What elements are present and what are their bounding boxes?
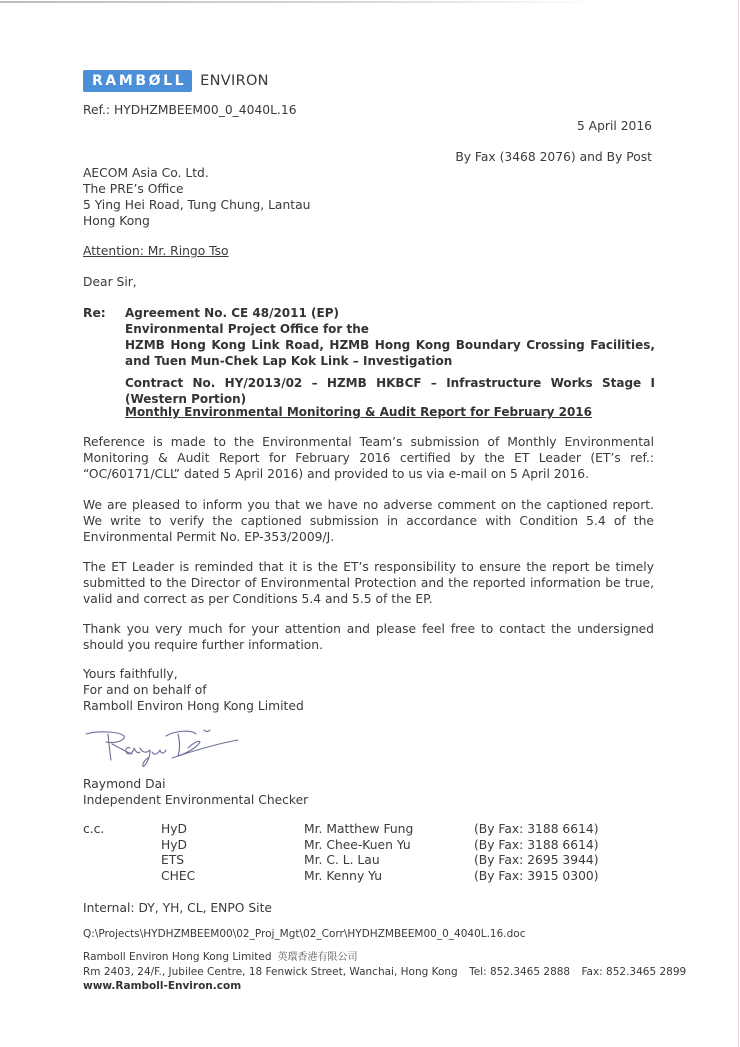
cc-row (83, 838, 599, 854)
closing-block (83, 666, 304, 714)
footer-company-cjk: 英環香港有限公司 (277, 952, 358, 963)
cc-person: Mr. Chee-Kuen Yu (304, 837, 411, 852)
attention-line: Attention: Mr. Ringo Tso (83, 244, 229, 258)
footer-contact-line (83, 965, 686, 979)
cc-org: HyD (161, 837, 187, 852)
subject-contract: Contract No. HY/2013/02 – HZMB HKBCF – Infrastructure Works Stage I (Western Portion) (125, 376, 655, 406)
subject-agreement (125, 305, 655, 369)
cc-org: HyD (161, 822, 187, 836)
body-paragraph: The ET Leader is reminded that it is the ET’s responsibility to ensure the report be timely submitted to the Director of Environmental Protection and the reported information be true, valid and correct as per Conditions 5.4 and 5.5 of the EP. (83, 560, 654, 606)
letter-date: 5 April 2016 (576, 119, 652, 133)
footer-fax: Fax: 852.3465 2899 (581, 966, 687, 978)
reference-number: Ref.: HYDHZMBEEM00_0_4040L.16 (83, 103, 297, 117)
cc-fax: (By Fax: 3188 6614) (474, 822, 599, 836)
logo-brand: RAMBØLL (83, 70, 192, 92)
address-line: AECOM Asia Co. Ltd. (83, 166, 209, 180)
subject-line: HZMB Hong Kong Link Road, HZMB Hong Kong Boundary Crossing Facilities, (125, 338, 655, 352)
closing-line: Yours faithfully, (83, 667, 178, 681)
cc-row (83, 869, 599, 885)
footer-company-line (83, 950, 686, 965)
signatory-name: Raymond Dai (83, 777, 166, 791)
cc-row (83, 822, 599, 838)
address-line: The PRE’s Office (83, 182, 184, 196)
letterhead-footer (83, 950, 686, 993)
company-logo (83, 70, 269, 92)
footer-company: Ramboll Environ Hong Kong Limited (83, 951, 272, 963)
subject-line: and Tuen Mun-Chek Lap Kok Link – Investigation (125, 354, 453, 368)
cc-org: ETS (161, 853, 185, 867)
signatory-title: Independent Environmental Checker (83, 793, 309, 807)
internal-distribution: Internal: DY, YH, CL, ENPO Site (83, 901, 272, 915)
subject-label: Re: (83, 306, 106, 320)
closing-line: Ramboll Environ Hong Kong Limited (83, 699, 304, 713)
handwritten-signature (80, 722, 250, 770)
address-line: Hong Kong (83, 214, 150, 228)
body-paragraph: We are pleased to inform you that we have no adverse comment on the captioned report. We write to verify the captioned submission in accordance with Condition 5.4 of the Environmental Permit No. EP-353/2009/J. (83, 498, 654, 544)
subject-report-title: Monthly Environmental Monitoring & Audit Report for February 2016 (125, 405, 592, 419)
salutation: Dear Sir, (83, 275, 137, 289)
closing-line: For and on behalf of (83, 683, 207, 697)
scan-edge-line (0, 1, 600, 3)
footer-address: Rm 2403, 24/F., Jubilee Centre, 18 Fenwick Street, Wanchai, Hong Kong (83, 966, 458, 978)
logo-suffix: ENVIRON (200, 73, 269, 89)
cc-label: c.c. (83, 822, 105, 836)
footer-tel: Tel: 852.3465 2888 (469, 966, 571, 978)
cc-fax: (By Fax: 3188 6614) (474, 837, 599, 852)
footer-website[interactable]: www.Ramboll-Environ.com (83, 980, 242, 992)
body-paragraph: Thank you very much for your attention and please feel free to contact the undersigned should you require further information. (83, 622, 654, 652)
cc-fax: (By Fax: 2695 3944) (474, 853, 599, 867)
recipient-address (83, 165, 310, 229)
cc-row (83, 853, 599, 869)
file-path: Q:\Projects\HYDHZMBEEM00\02_Proj_Mgt\02_Corr\HYDHZMBEEM00_0_4040L.16.doc (83, 928, 526, 940)
scan-edge-line-right (738, 0, 739, 1047)
body-paragraph: Reference is made to the Environmental Team’s submission of Monthly Environmental Monitoring & Audit Report for February 2016 certified by the ET Leader (ET’s ref.: “OC/60171/CLL” dated 5 April 2016) and provided to us via e-mail on 5 April 2016. (83, 435, 654, 481)
subject-line: Environmental Project Office for the (125, 322, 369, 336)
signatory (83, 776, 308, 808)
cc-list (83, 822, 599, 884)
cc-person: Mr. C. L. Lau (304, 853, 380, 867)
delivery-method: By Fax (3468 2076) and By Post (455, 150, 652, 164)
subject-line: Agreement No. CE 48/2011 (EP) (125, 306, 339, 320)
cc-person: Mr. Matthew Fung (304, 822, 414, 836)
address-line: 5 Ying Hei Road, Tung Chung, Lantau (83, 198, 311, 212)
cc-person: Mr. Kenny Yu (304, 868, 383, 883)
cc-org: CHEC (161, 868, 196, 883)
cc-fax: (By Fax: 3915 0300) (474, 868, 599, 883)
